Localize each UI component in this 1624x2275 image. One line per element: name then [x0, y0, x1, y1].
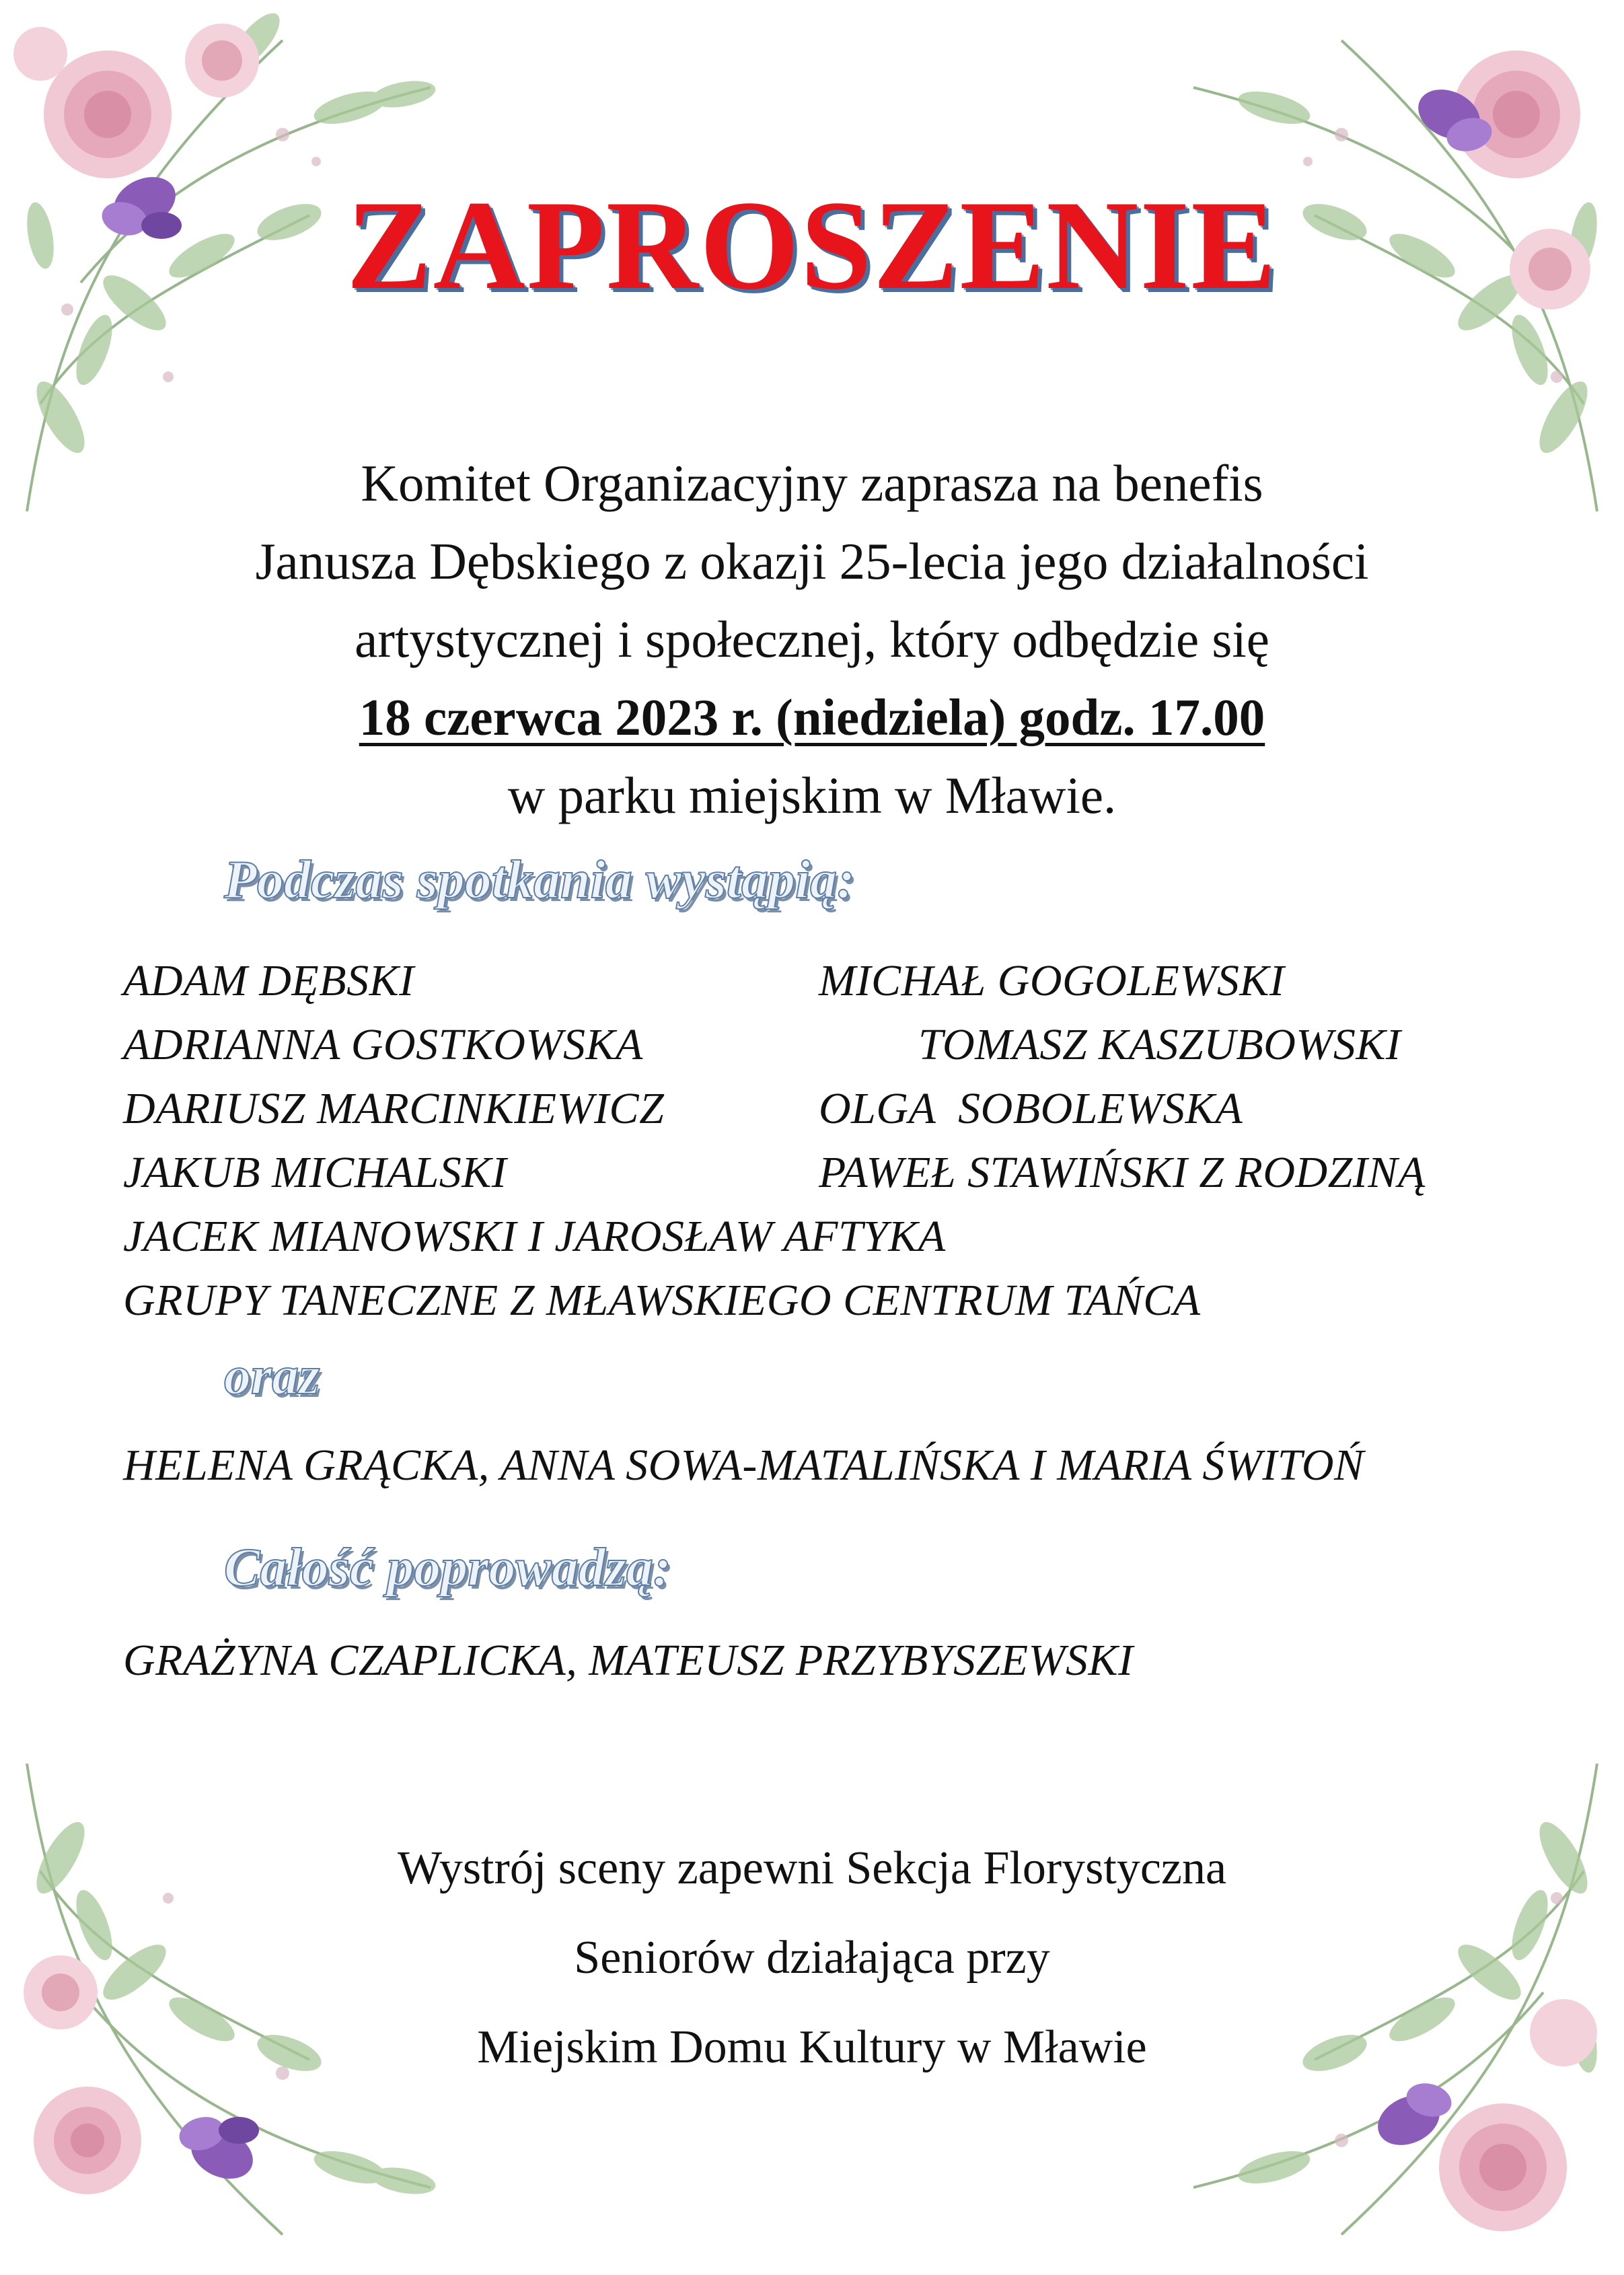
hosts-names: GRAŻYNA CZAPLICKA, MATEUSZ PRZYBYSZEWSKI: [123, 1636, 1134, 1685]
performer-tomasz: TOMASZ KASZUBOWSKI: [918, 1020, 1401, 1069]
performer-dariusz: DARIUSZ MARCINKIEWICZ: [123, 1084, 665, 1133]
oraz-heading: oraz: [224, 1346, 320, 1406]
performer-adam: ADAM DĘBSKI: [123, 956, 414, 1005]
performer-pawel: PAWEŁ STAWIŃSKI Z RODZINĄ: [819, 1148, 1426, 1197]
footer-line-2: Seniorów działająca przy: [574, 1932, 1050, 1984]
performer-michal: MICHAŁ GOGOLEWSKI: [819, 956, 1285, 1005]
page-title: ZAPROSZENIE: [346, 175, 1278, 316]
footer-line-1: Wystrój sceny zapewni Sekcja Florystyczna: [397, 1842, 1227, 1894]
performer-adrianna: ADRIANNA GOSTKOWSKA: [123, 1020, 643, 1069]
oraz-names: HELENA GRĄCKA, ANNA SOWA-MATALIŃSKA I MARIA ŚWITOŃ: [123, 1441, 1364, 1490]
footer-text: [0, 1823, 1624, 2092]
event-date: 18 czerwca 2023 r. (niedziela) godz. 17.00: [359, 688, 1265, 746]
intro-line-5: w parku miejskim w Mławie.: [507, 766, 1117, 824]
intro-line-1: Komitet Organizacyjny zaprasza na benefis: [361, 454, 1263, 512]
intro-line-3: artystycznej i społecznej, który odbędzie się: [355, 610, 1269, 668]
performer-grupy: GRUPY TANECZNE Z MŁAWSKIEGO CENTRUM TAŃCA: [123, 1276, 1201, 1325]
hosts-heading: Całość poprowadzą:: [224, 1538, 671, 1597]
performers-heading: Podczas spotkania wystąpią:: [224, 851, 855, 910]
invitation-text: [0, 444, 1624, 834]
performer-jacek: JACEK MIANOWSKI I JAROSŁAW AFTYKA: [123, 1212, 946, 1261]
intro-line-2: Janusza Dębskiego z okazji 25-lecia jego działalności: [255, 532, 1369, 590]
performer-olga: OLGA SOBOLEWSKA: [819, 1084, 1243, 1133]
footer-line-3: Miejskim Domu Kultury w Mławie: [477, 2021, 1147, 2073]
performer-jakub: JAKUB MICHALSKI: [123, 1148, 507, 1197]
